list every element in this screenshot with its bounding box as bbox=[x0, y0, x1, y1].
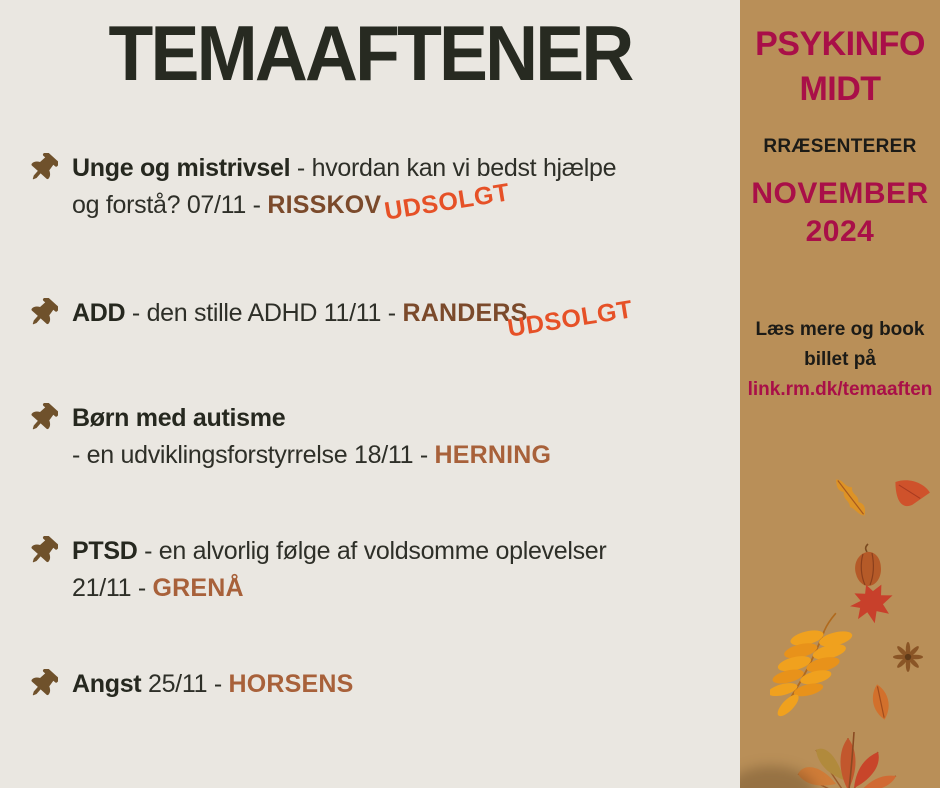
event-title: Børn med autisme bbox=[72, 404, 286, 432]
pushpin-icon bbox=[28, 298, 58, 328]
event-text bbox=[72, 666, 718, 703]
event-description: - den stille ADHD 11/11 - bbox=[125, 299, 403, 327]
event-city: RANDERS bbox=[402, 299, 528, 327]
event-item-unge-og-mistrivsel bbox=[28, 150, 718, 224]
event-item-add bbox=[28, 295, 718, 343]
soldout-badge: UDSOLGT bbox=[382, 178, 512, 226]
presents-label: RRÆSENTERER bbox=[763, 136, 917, 157]
pushpin-icon bbox=[28, 153, 58, 183]
event-city: RISSKOV bbox=[267, 191, 382, 219]
page-title: TEMAAFTENER bbox=[108, 9, 632, 97]
pushpin-icon bbox=[28, 669, 58, 699]
booking-link: link.rm.dk/temaaften bbox=[747, 379, 933, 400]
event-description-line2: og forstå? 07/11 - bbox=[72, 191, 268, 219]
event-title: Angst bbox=[72, 670, 142, 698]
event-description: - hvordan kan vi bedst hjælpe bbox=[290, 154, 617, 182]
brand-line2: MIDT bbox=[799, 70, 881, 108]
event-text bbox=[72, 533, 718, 607]
brand-title bbox=[740, 22, 940, 112]
rowan-leaf-icon bbox=[770, 608, 862, 733]
month-line1: NOVEMBER bbox=[751, 177, 929, 210]
event-description: - en alvorlig følge af voldsomme oplevelser bbox=[137, 537, 607, 565]
soldout-badge: UDSOLGT bbox=[505, 295, 635, 343]
event-city: GRENÅ bbox=[152, 574, 244, 602]
event-title: ADD bbox=[72, 299, 126, 327]
pushpin-icon bbox=[28, 536, 58, 566]
event-title: PTSD bbox=[72, 537, 138, 565]
star-anise-icon bbox=[892, 642, 924, 677]
event-city: HORSENS bbox=[228, 670, 354, 698]
event-item-angst bbox=[28, 666, 718, 703]
event-item-ptsd bbox=[28, 533, 718, 607]
oak-leaf-icon bbox=[823, 472, 875, 529]
event-title: Unge og mistrivsel bbox=[72, 154, 291, 182]
event-description: 25/11 - bbox=[141, 670, 229, 698]
sidebar bbox=[740, 0, 940, 788]
event-description-line2: 21/11 - bbox=[72, 574, 153, 602]
brand-line1: PSYKINFO bbox=[755, 25, 925, 63]
pushpin-icon bbox=[28, 403, 58, 433]
event-item-boern-med-autisme bbox=[28, 400, 718, 474]
event-description-line2: - en udviklingsforstyrrelse 18/11 - bbox=[72, 441, 435, 469]
cta-line2: billet på bbox=[804, 349, 876, 370]
cta-text bbox=[740, 315, 940, 405]
cta-line1: Læs mere og book bbox=[755, 319, 925, 340]
event-city: HERNING bbox=[434, 441, 552, 469]
event-text bbox=[72, 400, 718, 474]
month-label bbox=[740, 175, 940, 251]
red-leaf-fragment-icon bbox=[890, 478, 930, 525]
month-line2: 2024 bbox=[805, 215, 875, 248]
